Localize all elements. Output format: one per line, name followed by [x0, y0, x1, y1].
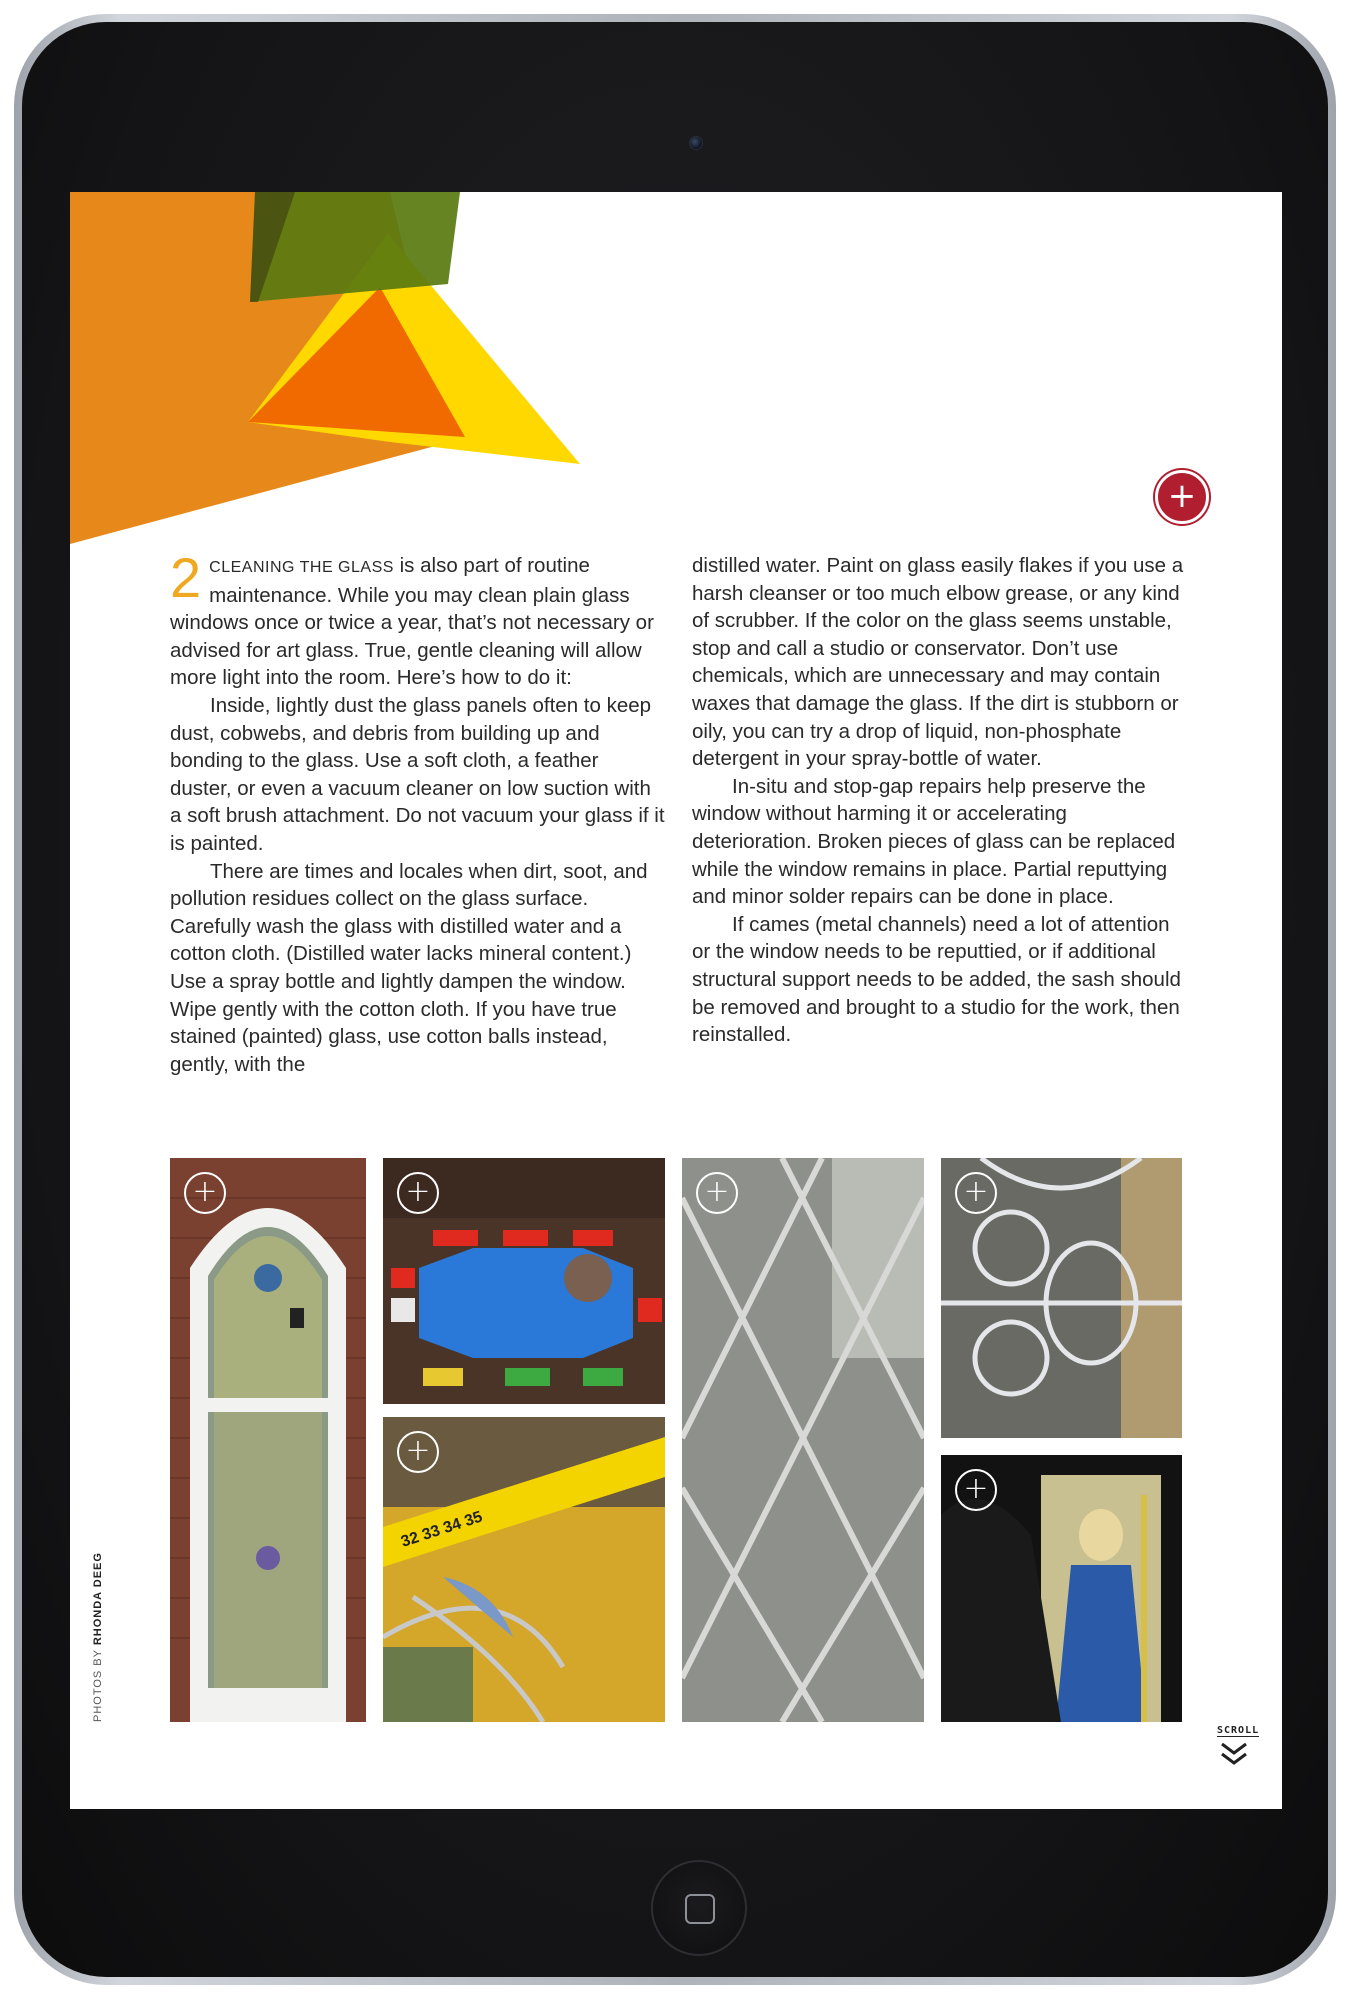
photo-beveled-glass[interactable] — [941, 1158, 1182, 1438]
paragraph-text: In-situ and stop-gap repairs help preserve the window without harming it or accelerating deterioration. Broken pieces of glass can be replaced while the window remains in place. Partial reputtying and minor solder repairs can be done in place. — [692, 774, 1176, 909]
photo-leaded-diamond-panes[interactable] — [682, 1158, 924, 1722]
home-square-icon — [685, 1894, 715, 1924]
drop-cap-number: 2 — [170, 546, 202, 609]
lead-in-smallcaps: CLEANING THE GLASS — [209, 559, 394, 576]
photo-colored-glass-panel[interactable] — [383, 1158, 665, 1404]
expand-photo-button[interactable]: + — [696, 1172, 738, 1214]
expand-photo-button[interactable]: + — [184, 1172, 226, 1214]
paragraph-text: There are times and locales when dirt, soot, and pollution residues collect on the glass surface. Carefully wash the glass with distilled water and a cotton cloth. (Distilled water lacks mineral content.) Use a spray bottle and lightly dampen the window. Wipe gently with the cotton cloth. If you have true stained (painted) glass, use cotton balls instead, gently, with the — [170, 859, 648, 1076]
diamond-panes-image — [682, 1158, 924, 1722]
magazine-page — [70, 192, 1282, 1809]
article-column-left — [170, 546, 665, 1078]
paragraph-text: Inside, lightly dust the glass panels often to keep dust, cobwebs, and debris from building up and bonding to the glass. Use a soft cloth, a feather duster, or even a vacuum cleaner on low suction with a soft brush attachment. Do not vacuum your glass if it is painted. — [170, 693, 665, 855]
photo-stained-glass-saint[interactable] — [941, 1455, 1182, 1722]
paragraph-text: distilled water. Paint on glass easily flakes if you use a harsh cleanser or too much elbow grease, or any kind of scrubber. If the color on the glass seems unstable, stop and call a studio or conservator. Don’t use chemicals, which are unnecessary and may contain waxes that damage the glass. If the dirt is stubborn or oily, you can try a drop of liquid, non-phosphate detergent in your spray-bottle of water. — [692, 554, 1184, 771]
front-camera — [689, 136, 703, 150]
gothic-window-image — [170, 1158, 366, 1722]
paragraph-intro — [170, 546, 665, 692]
expand-plus-button[interactable]: + — [1155, 470, 1209, 524]
expand-photo-button[interactable]: + — [955, 1172, 997, 1214]
paragraph-text: If cames (metal channels) need a lot of attention or the window needs to be reputtied, or if additional structural support needs to be added, the sash should be removed and brought to a studio for the work, then reinstalled. — [692, 912, 1181, 1047]
credit-prefix: PHOTOS BY — [92, 1645, 104, 1722]
photo-gothic-window[interactable] — [170, 1158, 366, 1722]
expand-photo-button[interactable]: + — [397, 1431, 439, 1473]
decorative-triangles — [70, 192, 1282, 552]
article-column-right — [692, 552, 1192, 1049]
scroll-label[interactable]: SCROLL — [1217, 1725, 1260, 1736]
svg-text:32 33 34 35: 32 33 34 35 — [398, 1508, 485, 1551]
photo-measuring-tape[interactable] — [383, 1417, 665, 1722]
expand-photo-button[interactable]: + — [397, 1172, 439, 1214]
home-button[interactable] — [651, 1860, 747, 1956]
credit-name: RHONDA DEEG — [92, 1552, 104, 1646]
paragraph-text: is also part of routine maintenance. While you may clean plain glass windows once or twice a year, that’s not necessary or advised for art glass. True, gentle cleaning will allow more light into the room. Here’s how to do it: — [170, 554, 654, 690]
photo-credit — [92, 1552, 104, 1722]
expand-photo-button[interactable]: + — [955, 1469, 997, 1511]
chevron-down-icon[interactable] — [1219, 1741, 1249, 1767]
